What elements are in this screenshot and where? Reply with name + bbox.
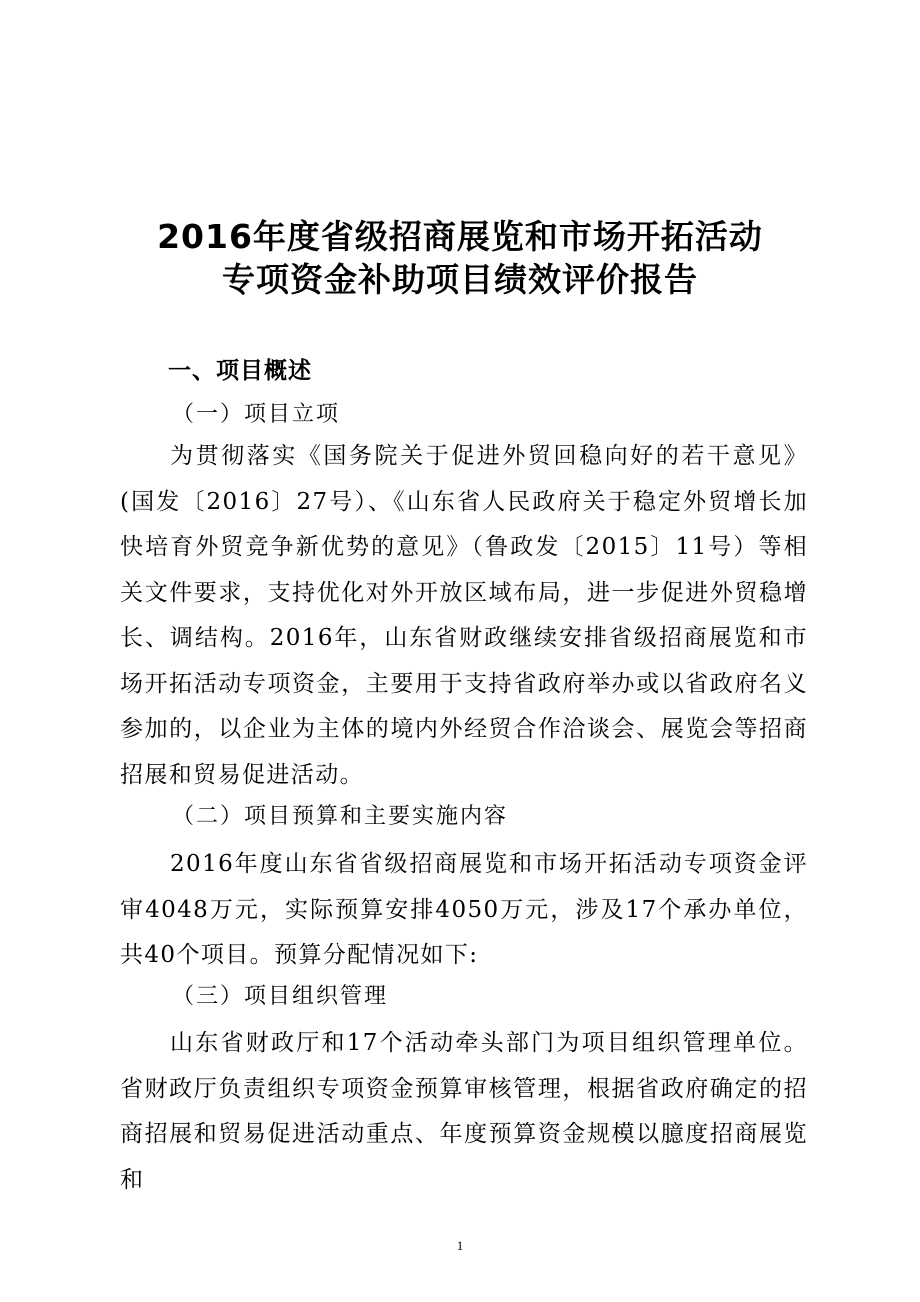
paragraph-project-establishment: 为贯彻落实《国务院关于促进外贸回稳向好的若干意见》(国发〔2016〕27号）、《山东省人民政府关于稳定外贸增长加快培育外贸竞争新优势的意见》（鲁政发〔2015〕11号）等相关文件要求，支持优化对外开放区域布局，进一步促进外贸稳增长、调结构。2016年，山东省财政继续安排省级招商展览和市场开拓活动专项资金，主要用于支持省政府举办或以省政府名义参加的，以企业为主体的境内外经贸合作洽谈会、展览会等招商招展和贸易促进活动。 [120, 443, 808, 788]
paragraph-budget-and-implementation: 2016年度山东省省级招商展览和市场开拓活动专项资金评审4048万元，实际预算安排4050万元，涉及17个承办单位，共40个项目。预算分配情况如下: [120, 851, 808, 968]
paragraph-project-organization: 山东省财政厅和17个活动牵头部门为项目组织管理单位。省财政厅负责组织专项资金预算审核管理，根据省政府确定的招商招展和贸易促进活动重点、年度预算资金规模以臆度招商展览和 [120, 1030, 808, 1193]
subheading-project-organization: （三）项目组织管理 [172, 984, 389, 1009]
section-heading-overview: 一、项目概述 [168, 358, 312, 384]
document-title-line-1: 2016年度省级招商展览和市场开拓活动 [157, 217, 763, 256]
subheading-budget-and-implementation: （二）项目预算和主要实施内容 [172, 804, 509, 829]
subheading-project-establishment: （一）项目立项 [172, 402, 341, 427]
page-number: 1 [456, 1238, 464, 1253]
document-title-line-2: 专项资金补助项目绩效评价报告 [222, 260, 698, 299]
